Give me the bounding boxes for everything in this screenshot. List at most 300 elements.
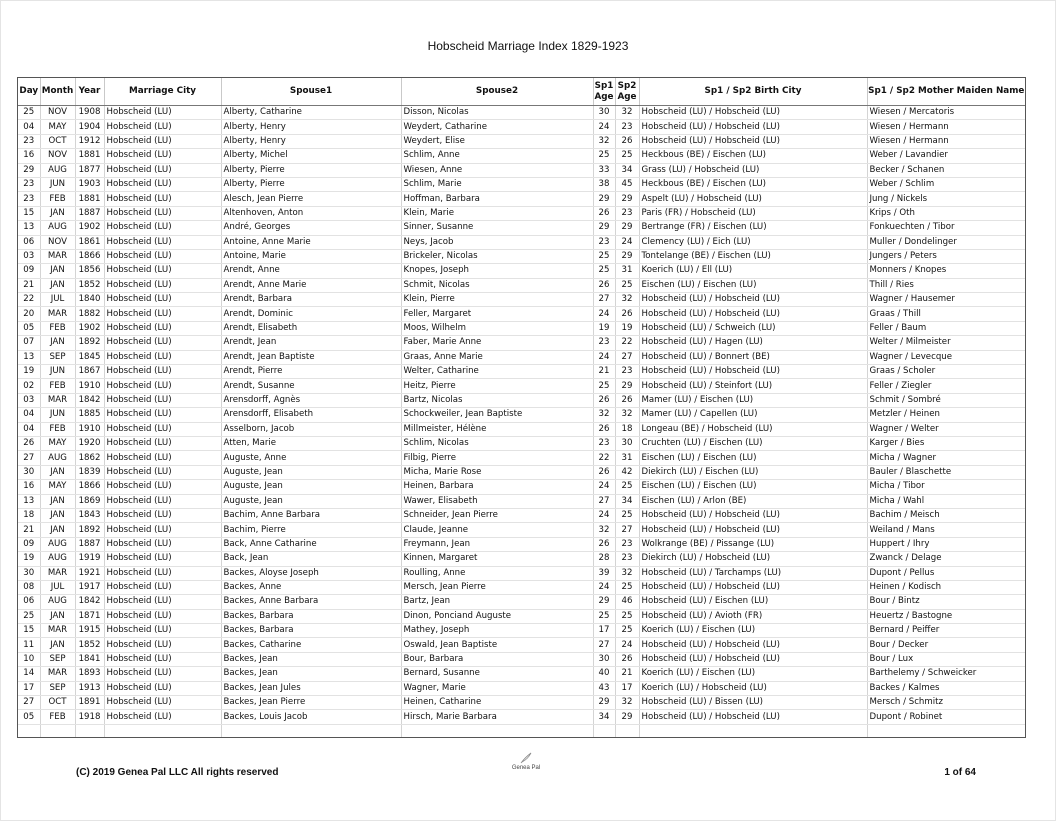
cell-day: 25 [18, 609, 40, 623]
column-header-month[interactable]: Month [40, 78, 75, 106]
cell-month: AUG [40, 537, 75, 551]
cell-birth-city: Hobscheid (LU) / Hobscheid (LU) [639, 365, 867, 379]
cell-sp2-age: 25 [615, 624, 639, 638]
cell-birth-city: Wolkrange (BE) / Pissange (LU) [639, 537, 867, 551]
cell-spouse1: Antoine, Anne Marie [221, 235, 401, 249]
cell-sp2-age: 29 [615, 221, 639, 235]
cell-spouse2: Heinen, Catharine [401, 696, 593, 710]
cell-sp2-age: 32 [615, 408, 639, 422]
cell-month: AUG [40, 163, 75, 177]
cell-sp2-age: 23 [615, 537, 639, 551]
cell-sp1-age: 40 [593, 667, 615, 681]
table-row [18, 134, 1025, 148]
table-row [18, 163, 1025, 177]
cell-spouse1: Bachim, Pierre [221, 523, 401, 537]
column-header-spouse1[interactable]: Spouse1 [221, 78, 401, 106]
cell-empty [75, 724, 104, 738]
cell-marriage-city: Hobscheid (LU) [104, 221, 221, 235]
cell-sp1-age: 23 [593, 336, 615, 350]
cell-empty [221, 724, 401, 738]
cell-year: 1919 [75, 552, 104, 566]
cell-month: SEP [40, 350, 75, 364]
cell-spouse1: Backes, Anne [221, 580, 401, 594]
cell-marriage-city: Hobscheid (LU) [104, 264, 221, 278]
cell-day: 21 [18, 278, 40, 292]
cell-sp2-age: 23 [615, 120, 639, 134]
cell-marriage-city: Hobscheid (LU) [104, 696, 221, 710]
cell-sp2-age: 29 [615, 710, 639, 724]
cell-day: 05 [18, 710, 40, 724]
cell-year: 1887 [75, 206, 104, 220]
cell-mother-maiden-name: Metzler / Heinen [867, 408, 1025, 422]
cell-year: 1912 [75, 134, 104, 148]
cell-birth-city: Hobscheid (LU) / Hobscheid (LU) [639, 652, 867, 666]
cell-marriage-city: Hobscheid (LU) [104, 321, 221, 335]
cell-marriage-city: Hobscheid (LU) [104, 120, 221, 134]
cell-sp1-age: 24 [593, 480, 615, 494]
cell-sp2-age: 25 [615, 508, 639, 522]
cell-spouse2: Welter, Catharine [401, 365, 593, 379]
cell-birth-city: Clemency (LU) / Eich (LU) [639, 235, 867, 249]
table-row [18, 508, 1025, 522]
cell-spouse2: Filbig, Pierre [401, 451, 593, 465]
cell-sp1-age: 25 [593, 379, 615, 393]
cell-mother-maiden-name: Bour / Lux [867, 652, 1025, 666]
cell-birth-city: Mamer (LU) / Capellen (LU) [639, 408, 867, 422]
cell-spouse2: Schmit, Nicolas [401, 278, 593, 292]
table-row [18, 681, 1025, 695]
table-row [18, 379, 1025, 393]
cell-month: FEB [40, 192, 75, 206]
cell-spouse1: Arensdorff, Elisabeth [221, 408, 401, 422]
table-row [18, 710, 1025, 724]
cell-birth-city: Bertrange (FR) / Eischen (LU) [639, 221, 867, 235]
cell-year: 1877 [75, 163, 104, 177]
cell-empty [593, 724, 615, 738]
cell-mother-maiden-name: Backes / Kalmes [867, 681, 1025, 695]
cell-marriage-city: Hobscheid (LU) [104, 192, 221, 206]
cell-month: SEP [40, 652, 75, 666]
cell-spouse2: Roulling, Anne [401, 566, 593, 580]
cell-year: 1913 [75, 681, 104, 695]
cell-birth-city: Hobscheid (LU) / Schweich (LU) [639, 321, 867, 335]
cell-sp1-age: 26 [593, 465, 615, 479]
cell-spouse2: Hirsch, Marie Barbara [401, 710, 593, 724]
cell-spouse1: Backes, Louis Jacob [221, 710, 401, 724]
cell-mother-maiden-name: Weiland / Mans [867, 523, 1025, 537]
cell-month: OCT [40, 696, 75, 710]
cell-marriage-city: Hobscheid (LU) [104, 638, 221, 652]
cell-birth-city: Koerich (LU) / Ell (LU) [639, 264, 867, 278]
cell-mother-maiden-name: Thill / Ries [867, 278, 1025, 292]
cell-birth-city: Koerich (LU) / Eischen (LU) [639, 667, 867, 681]
cell-spouse1: Auguste, Jean [221, 494, 401, 508]
cell-sp2-age: 18 [615, 422, 639, 436]
cell-sp2-age: 26 [615, 393, 639, 407]
cell-birth-city: Hobscheid (LU) / Hobscheid (LU) [639, 307, 867, 321]
cell-day: 02 [18, 379, 40, 393]
cell-sp2-age: 32 [615, 293, 639, 307]
cell-sp1-age: 29 [593, 192, 615, 206]
table-row [18, 221, 1025, 235]
table-row [18, 465, 1025, 479]
cell-mother-maiden-name: Fonkuechten / Tibor [867, 221, 1025, 235]
cell-mother-maiden-name: Feller / Ziegler [867, 379, 1025, 393]
cell-sp2-age: 29 [615, 249, 639, 263]
table-row [18, 523, 1025, 537]
cell-marriage-city: Hobscheid (LU) [104, 149, 221, 163]
cell-marriage-city: Hobscheid (LU) [104, 365, 221, 379]
cell-month: OCT [40, 134, 75, 148]
cell-birth-city: Hobscheid (LU) / Hobscheid (LU) [639, 120, 867, 134]
cell-spouse1: Auguste, Anne [221, 451, 401, 465]
cell-spouse2: Faber, Marie Anne [401, 336, 593, 350]
table-row [18, 336, 1025, 350]
table-row [18, 537, 1025, 551]
cell-mother-maiden-name: Bachim / Meisch [867, 508, 1025, 522]
cell-marriage-city: Hobscheid (LU) [104, 134, 221, 148]
cell-month: JUN [40, 177, 75, 191]
cell-birth-city: Heckbous (BE) / Eischen (LU) [639, 177, 867, 191]
cell-mother-maiden-name: Graas / Scholer [867, 365, 1025, 379]
table-row [18, 206, 1025, 220]
table-row [18, 120, 1025, 134]
cell-empty [867, 724, 1025, 738]
cell-sp2-age: 31 [615, 264, 639, 278]
cell-year: 1845 [75, 350, 104, 364]
cell-year: 1852 [75, 638, 104, 652]
cell-spouse1: Back, Anne Catharine [221, 537, 401, 551]
cell-month: JAN [40, 264, 75, 278]
cell-birth-city: Eischen (LU) / Eischen (LU) [639, 480, 867, 494]
cell-mother-maiden-name: Heinen / Kodisch [867, 580, 1025, 594]
cell-mother-maiden-name: Dupont / Pellus [867, 566, 1025, 580]
cell-spouse2: Wawer, Elisabeth [401, 494, 593, 508]
table-row [18, 249, 1025, 263]
cell-day: 10 [18, 652, 40, 666]
cell-month: NOV [40, 235, 75, 249]
cell-sp2-age: 29 [615, 192, 639, 206]
cell-mother-maiden-name: Huppert / Ihry [867, 537, 1025, 551]
column-header-sp1-age[interactable] [593, 78, 615, 106]
cell-year: 1862 [75, 451, 104, 465]
cell-year: 1917 [75, 580, 104, 594]
cell-spouse1: Alberty, Catharine [221, 106, 401, 120]
cell-birth-city: Hobscheid (LU) / Tarchamps (LU) [639, 566, 867, 580]
cell-spouse2: Weydert, Catharine [401, 120, 593, 134]
cell-year: 1892 [75, 523, 104, 537]
cell-spouse1: Backes, Catharine [221, 638, 401, 652]
cell-year: 1920 [75, 436, 104, 450]
cell-mother-maiden-name: Wiesen / Mercatoris [867, 106, 1025, 120]
cell-spouse1: Arensdorff, Agnès [221, 393, 401, 407]
cell-birth-city: Heckbous (BE) / Eischen (LU) [639, 149, 867, 163]
cell-birth-city: Hobscheid (LU) / Hagen (LU) [639, 336, 867, 350]
cell-day: 16 [18, 480, 40, 494]
cell-sp1-age: 32 [593, 408, 615, 422]
cell-spouse1: Bachim, Anne Barbara [221, 508, 401, 522]
cell-mother-maiden-name: Micha / Tibor [867, 480, 1025, 494]
cell-spouse2: Freymann, Jean [401, 537, 593, 551]
cell-spouse1: Arendt, Dominic [221, 307, 401, 321]
cell-day: 29 [18, 163, 40, 177]
cell-day: 15 [18, 206, 40, 220]
cell-birth-city: Hobscheid (LU) / Hobscheid (LU) [639, 134, 867, 148]
cell-mother-maiden-name: Becker / Schanen [867, 163, 1025, 177]
cell-birth-city: Tontelange (BE) / Eischen (LU) [639, 249, 867, 263]
cell-sp1-age: 38 [593, 177, 615, 191]
table-row [18, 624, 1025, 638]
cell-sp1-age: 29 [593, 595, 615, 609]
cell-year: 1918 [75, 710, 104, 724]
cell-month: JAN [40, 494, 75, 508]
cell-mother-maiden-name: Mersch / Schmitz [867, 696, 1025, 710]
logo-text: Genea Pal [511, 765, 541, 771]
cell-sp1-age: 28 [593, 552, 615, 566]
cell-year: 1843 [75, 508, 104, 522]
cell-sp1-age: 26 [593, 278, 615, 292]
cell-day: 04 [18, 422, 40, 436]
cell-birth-city: Eischen (LU) / Eischen (LU) [639, 451, 867, 465]
cell-month: AUG [40, 595, 75, 609]
cell-marriage-city: Hobscheid (LU) [104, 580, 221, 594]
cell-empty [401, 724, 593, 738]
genea-pal-logo [504, 752, 548, 771]
cell-marriage-city: Hobscheid (LU) [104, 537, 221, 551]
cell-year: 1839 [75, 465, 104, 479]
cell-sp2-age: 23 [615, 365, 639, 379]
cell-marriage-city: Hobscheid (LU) [104, 436, 221, 450]
cell-mother-maiden-name: Heuertz / Bastogne [867, 609, 1025, 623]
cell-empty [18, 724, 40, 738]
cell-month: MAR [40, 249, 75, 263]
cell-spouse1: Backes, Jean [221, 652, 401, 666]
cell-sp2-age: 25 [615, 480, 639, 494]
cell-marriage-city: Hobscheid (LU) [104, 609, 221, 623]
cell-sp2-age: 32 [615, 566, 639, 580]
cell-month: MAR [40, 393, 75, 407]
cell-year: 1887 [75, 537, 104, 551]
cell-mother-maiden-name: Wagner / Hausemer [867, 293, 1025, 307]
cell-spouse2: Klein, Marie [401, 206, 593, 220]
cell-spouse2: Hoffman, Barbara [401, 192, 593, 206]
cell-sp1-age: 29 [593, 696, 615, 710]
cell-year: 1891 [75, 696, 104, 710]
cell-mother-maiden-name: Schmit / Sombré [867, 393, 1025, 407]
cell-birth-city: Hobscheid (LU) / Hobscheid (LU) [639, 508, 867, 522]
cell-birth-city: Hobscheid (LU) / Hobscheid (LU) [639, 293, 867, 307]
cell-month: MAR [40, 307, 75, 321]
cell-month: JAN [40, 278, 75, 292]
cell-birth-city: Eischen (LU) / Arlon (BE) [639, 494, 867, 508]
cell-mother-maiden-name: Wagner / Levecque [867, 350, 1025, 364]
cell-day: 26 [18, 436, 40, 450]
cell-marriage-city: Hobscheid (LU) [104, 523, 221, 537]
cell-day: 19 [18, 552, 40, 566]
cell-sp2-age: 26 [615, 134, 639, 148]
cell-spouse2: Dinon, Ponciand Auguste [401, 609, 593, 623]
cell-spouse2: Schlim, Nicolas [401, 436, 593, 450]
column-header-marriage-city[interactable]: Marriage City [104, 78, 221, 106]
cell-spouse1: Altenhoven, Anton [221, 206, 401, 220]
cell-birth-city: Aspelt (LU) / Hobscheid (LU) [639, 192, 867, 206]
cell-sp1-age: 21 [593, 365, 615, 379]
cell-sp1-age: 23 [593, 235, 615, 249]
cell-mother-maiden-name: Bour / Bintz [867, 595, 1025, 609]
cell-year: 1842 [75, 595, 104, 609]
cell-birth-city: Eischen (LU) / Eischen (LU) [639, 278, 867, 292]
cell-year: 1852 [75, 278, 104, 292]
table-row [18, 106, 1025, 120]
cell-spouse1: André, Georges [221, 221, 401, 235]
cell-sp1-age: 19 [593, 321, 615, 335]
cell-year: 1881 [75, 192, 104, 206]
cell-spouse1: Arendt, Susanne [221, 379, 401, 393]
cell-spouse2: Mathey, Joseph [401, 624, 593, 638]
cell-marriage-city: Hobscheid (LU) [104, 422, 221, 436]
cell-month: AUG [40, 552, 75, 566]
cell-year: 1908 [75, 106, 104, 120]
column-header-birth-city[interactable]: Sp1 / Sp2 Birth City [639, 78, 867, 106]
cell-sp1-age: 32 [593, 523, 615, 537]
cell-empty [639, 724, 867, 738]
cell-spouse1: Alberty, Henry [221, 120, 401, 134]
cell-sp1-age: 25 [593, 264, 615, 278]
cell-spouse1: Arendt, Pierre [221, 365, 401, 379]
cell-sp1-age: 27 [593, 638, 615, 652]
cell-marriage-city: Hobscheid (LU) [104, 336, 221, 350]
cell-sp1-age: 34 [593, 710, 615, 724]
cell-spouse1: Alberty, Michel [221, 149, 401, 163]
cell-mother-maiden-name: Wiesen / Hermann [867, 134, 1025, 148]
cell-month: JUN [40, 365, 75, 379]
cell-spouse1: Backes, Jean Pierre [221, 696, 401, 710]
cell-year: 1866 [75, 480, 104, 494]
cell-spouse2: Millmeister, Hélène [401, 422, 593, 436]
cell-spouse2: Weydert, Elise [401, 134, 593, 148]
cell-sp2-age: 30 [615, 436, 639, 450]
cell-marriage-city: Hobscheid (LU) [104, 667, 221, 681]
cell-sp2-age: 17 [615, 681, 639, 695]
cell-sp2-age: 26 [615, 652, 639, 666]
cell-marriage-city: Hobscheid (LU) [104, 278, 221, 292]
cell-marriage-city: Hobscheid (LU) [104, 177, 221, 191]
column-header-sp2-age[interactable] [615, 78, 639, 106]
cell-spouse2: Knopes, Joseph [401, 264, 593, 278]
table-row [18, 638, 1025, 652]
cell-sp2-age: 34 [615, 494, 639, 508]
cell-sp1-age: 32 [593, 134, 615, 148]
table-row [18, 149, 1025, 163]
cell-spouse1: Arendt, Anne [221, 264, 401, 278]
cell-sp2-age: 34 [615, 163, 639, 177]
cell-birth-city: Cruchten (LU) / Eischen (LU) [639, 436, 867, 450]
cell-month: NOV [40, 106, 75, 120]
cell-birth-city: Koerich (LU) / Eischen (LU) [639, 624, 867, 638]
cell-birth-city: Mamer (LU) / Eischen (LU) [639, 393, 867, 407]
cell-mother-maiden-name: Barthelemy / Schweicker [867, 667, 1025, 681]
cell-day: 22 [18, 293, 40, 307]
cell-day: 17 [18, 681, 40, 695]
cell-mother-maiden-name: Weber / Schlim [867, 177, 1025, 191]
cell-spouse2: Kinnen, Margaret [401, 552, 593, 566]
cell-marriage-city: Hobscheid (LU) [104, 451, 221, 465]
cell-sp2-age: 21 [615, 667, 639, 681]
cell-year: 1910 [75, 422, 104, 436]
cell-sp2-age: 19 [615, 321, 639, 335]
cell-month: MAY [40, 436, 75, 450]
cell-day: 03 [18, 393, 40, 407]
cell-sp1-age: 17 [593, 624, 615, 638]
page-title: Hobscheid Marriage Index 1829-1923 [427, 39, 629, 53]
table-row [18, 264, 1025, 278]
marriage-index-table [17, 77, 1026, 738]
cell-spouse2: Feller, Margaret [401, 307, 593, 321]
cell-sp2-age: 22 [615, 336, 639, 350]
cell-mother-maiden-name: Wiesen / Hermann [867, 120, 1025, 134]
cell-spouse1: Backes, Jean [221, 667, 401, 681]
cell-sp1-age: 24 [593, 307, 615, 321]
cell-month: FEB [40, 379, 75, 393]
cell-birth-city: Hobscheid (LU) / Bissen (LU) [639, 696, 867, 710]
cell-spouse2: Schockweiler, Jean Baptiste [401, 408, 593, 422]
cell-year: 1902 [75, 221, 104, 235]
cell-spouse2: Bartz, Nicolas [401, 393, 593, 407]
cell-year: 1904 [75, 120, 104, 134]
cell-marriage-city: Hobscheid (LU) [104, 566, 221, 580]
cell-marriage-city: Hobscheid (LU) [104, 552, 221, 566]
cell-marriage-city: Hobscheid (LU) [104, 480, 221, 494]
cell-spouse1: Auguste, Jean [221, 480, 401, 494]
cell-spouse1: Alberty, Henry [221, 134, 401, 148]
cell-month: JAN [40, 206, 75, 220]
table-row [18, 696, 1025, 710]
cell-sp2-age: 24 [615, 638, 639, 652]
cell-marriage-city: Hobscheid (LU) [104, 408, 221, 422]
cell-year: 1871 [75, 609, 104, 623]
table-body [18, 106, 1025, 739]
cell-marriage-city: Hobscheid (LU) [104, 681, 221, 695]
cell-month: MAY [40, 120, 75, 134]
cell-spouse2: Schlim, Marie [401, 177, 593, 191]
table-row [18, 192, 1025, 206]
cell-birth-city: Diekirch (LU) / Hobscheid (LU) [639, 552, 867, 566]
cell-day: 23 [18, 192, 40, 206]
cell-sp1-age: 33 [593, 163, 615, 177]
cell-day: 27 [18, 696, 40, 710]
table-row [18, 652, 1025, 666]
cell-sp1-age: 24 [593, 508, 615, 522]
cell-empty [615, 724, 639, 738]
column-header-spouse2[interactable]: Spouse2 [401, 78, 593, 106]
table-row [18, 307, 1025, 321]
cell-spouse2: Schlim, Anne [401, 149, 593, 163]
cell-day: 27 [18, 451, 40, 465]
column-header-year[interactable]: Year [75, 78, 104, 106]
cell-day: 23 [18, 134, 40, 148]
column-header-mother-maiden-name[interactable]: Sp1 / Sp2 Mother Maiden Name [867, 78, 1025, 106]
cell-marriage-city: Hobscheid (LU) [104, 249, 221, 263]
cell-year: 1840 [75, 293, 104, 307]
cell-sp2-age: 31 [615, 451, 639, 465]
column-header-day[interactable]: Day [18, 78, 40, 106]
cell-spouse1: Auguste, Jean [221, 465, 401, 479]
table-row [18, 667, 1025, 681]
cell-sp1-age: 27 [593, 494, 615, 508]
cell-spouse1: Arendt, Elisabeth [221, 321, 401, 335]
cell-birth-city: Hobscheid (LU) / Bonnert (BE) [639, 350, 867, 364]
cell-mother-maiden-name: Weber / Lavandier [867, 149, 1025, 163]
